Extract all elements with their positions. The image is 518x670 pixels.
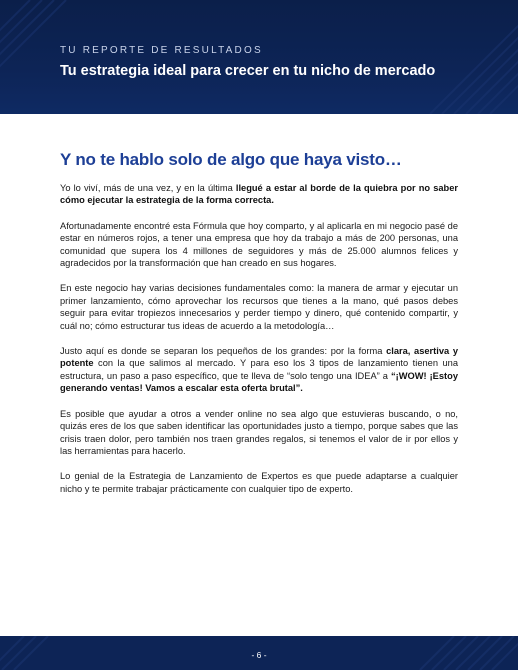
section-heading: Y no te hablo solo de algo que haya visto… [60, 150, 402, 169]
report-title: Tu estrategia ideal para crecer en tu nicho de mercado [60, 63, 436, 79]
report-eyebrow: TU REPORTE DE RESULTADOS [60, 45, 263, 56]
page-number: - 6 - [251, 650, 267, 660]
report-header [0, 0, 518, 114]
paragraph-2: Afortunadamente encontré esta Fórmula que hoy comparto, y al aplicarla en mi negocio pasé de estar en números rojos, a tener una empresa que hoy da trabajo a más de 200 personas, una comunidad que supera los 4 millones de seguidores y más de 25.000 alumnos felices y agradecidos por la transformación que han creado en sus hogares. [60, 220, 458, 269]
paragraph-1-emphasis: llegué a estar al borde de la quiebra por no saber cómo ejecutar la estrategia de la forma correcta. [60, 183, 459, 206]
header-stripe-pattern [0, 0, 518, 114]
paragraph-1 [60, 182, 458, 207]
paragraph-5: Es posible que ayudar a otros a vender online no sea algo que estuvieras buscando, o no, quizás eres de los que saben identificar las oportunidades justo a tiempo, porque sabes que las crisis traen dolor, pero también nos traen grandes regalos, si tenemos el valor de ir por ellos y las herramientas para hacerlo. [60, 408, 458, 456]
paragraph-4-emphasis-b: “¡WOW! ¡Estoy generando ventas! Vamos a escalar esta oferta brutal”. [60, 370, 458, 394]
paragraph-3: En este negocio hay varias decisiones fundamentales como: la manera de armar y ejecutar un primer lanzamiento, cómo aprovechar los recursos que tienes a la mano, qué pasos debes seguir para evitar tropiezos innecesarios y perder tiempo y dinero, qué contenido compartir, y cuál no; cómo estructurar tus ideas de acuerdo a la metodología… [60, 283, 458, 331]
paragraph-4-emphasis-a: clara, asertiva y potente [60, 346, 458, 369]
paragraph-1-text: Yo lo viví, más de una vez, y en la última [60, 183, 236, 193]
paragraph-4 [60, 345, 458, 395]
paragraph-4-text-a: Justo aquí es donde se separan los pequeños de los grandes: por la forma [60, 346, 387, 357]
paragraph-4-text-b: con la que salimos al mercado. Y para eso los 3 tipos de lanzamiento tienen una estructura, un paso a paso específico, que te lleva de “solo tengo una IDEA” a [60, 358, 458, 381]
paragraph-6: Lo genial de la Estrategia de Lanzamiento de Expertos es que puede adaptarse a cualquier nicho y te permite trabajar prácticamente con cualquier tipo de experto. [60, 471, 458, 494]
page-content [60, 150, 458, 508]
page-footer [0, 636, 518, 670]
